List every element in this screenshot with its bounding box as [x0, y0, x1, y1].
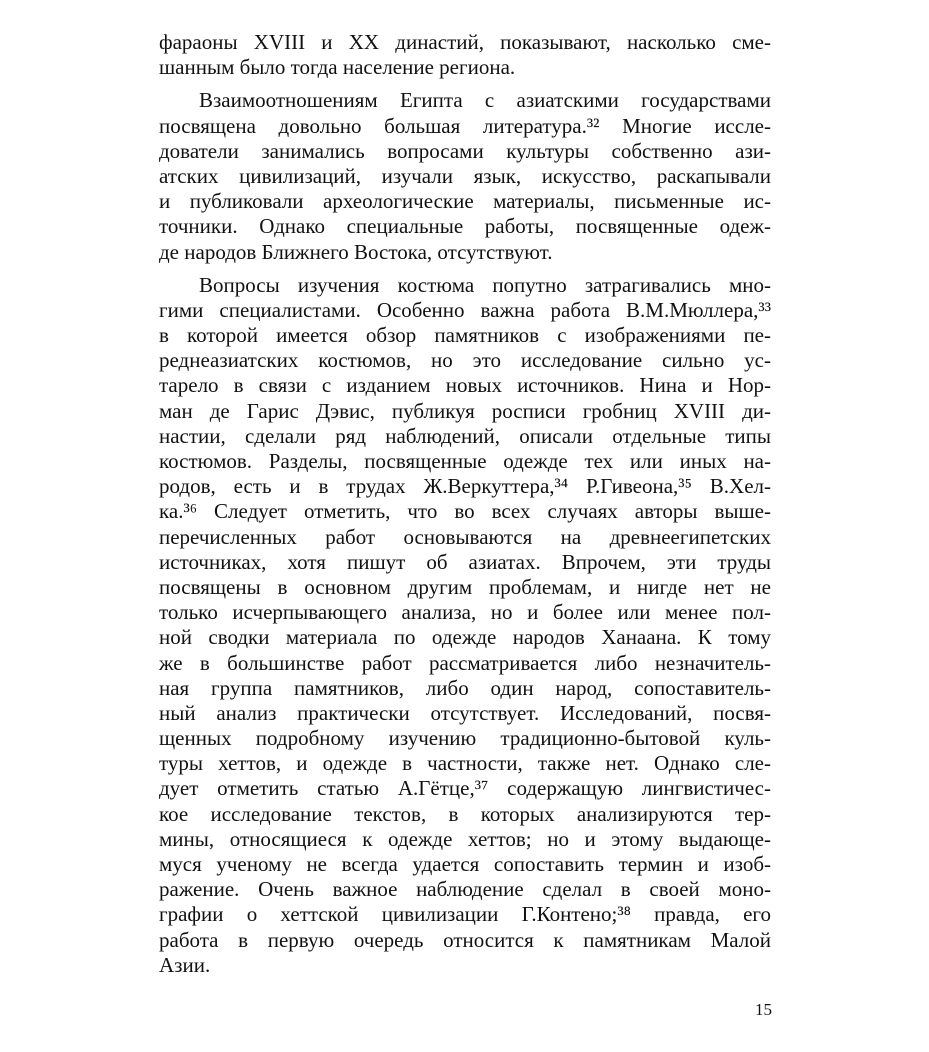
text-line: кое исследование текстов, в которых анализируются тер-	[159, 801, 771, 826]
text-line: родов, есть и в трудах Ж.Веркуттера,³⁴ Р.Гивеона,³⁵ В.Хел-	[159, 474, 771, 499]
text-line: ка.³⁶ Следует отметить, что во всех случаях авторы выше-	[159, 499, 771, 524]
page-number: 15	[755, 1000, 772, 1019]
text-line: источниках, хотя пишут об азиатах. Впрочем, эти труды	[159, 549, 771, 574]
text-line: гими специалистами. Особенно важна работа В.М.Мюллера,³³	[159, 297, 771, 322]
text-line: Азии.	[159, 952, 211, 977]
text-line: и публиковали археологические материалы, письменные ис-	[159, 189, 771, 214]
text-line: посвящена довольно большая литература.³² Многие иссле-	[159, 113, 771, 138]
paragraph-3	[159, 273, 771, 978]
text-line: ной сводки материала по одежде народов Ханаана. К тому	[159, 625, 771, 650]
text-line: ный анализ практически отсутствует. Исследований, посвя-	[159, 700, 771, 725]
text-line: точники. Однако специальные работы, посвященные одеж-	[159, 214, 771, 239]
text-line: перечисленных работ основываются на древнеегипетских	[159, 524, 771, 549]
text-line: фараоны XVIII и XX династий, показывают, насколько сме-	[159, 30, 771, 54]
text-line: реднеазиатских костюмов, но это исследование сильно ус-	[159, 348, 771, 373]
text-line: шанным было тогда население региона.	[159, 55, 516, 80]
text-line: Вопросы изучения костюма попутно затрагивались мно-	[199, 272, 771, 297]
text-line: только исчерпывающего анализа, но и более или менее пол-	[159, 600, 771, 625]
text-line: посвящены в основном другим проблемам, и нигде нет не	[159, 574, 771, 599]
text-line: тарело в связи с изданием новых источников. Нина и Нор-	[159, 373, 771, 398]
paragraph-2	[159, 88, 771, 264]
text-line: атских цивилизаций, изучали язык, искусство, раскапывали	[159, 163, 771, 188]
text-line: дует отметить статью А.Гётце,³⁷ содержащую лингвистичес-	[159, 776, 771, 801]
text-line: щенных подробному изучению традиционно-бытовой куль-	[159, 726, 771, 751]
text-line: же в большинстве работ рассматривается либо незначитель-	[159, 650, 771, 675]
text-line: ражение. Очень важное наблюдение сделал в своей моно-	[159, 877, 771, 902]
paragraph-1	[159, 30, 771, 80]
text-line: муся ученому не всегда удается сопоставить термин и изоб-	[159, 852, 771, 876]
text-line: ная группа памятников, либо один народ, сопоставитель-	[159, 675, 771, 700]
text-line: костюмов. Разделы, посвященные одежде тех или иных на-	[159, 449, 771, 473]
text-line: Взаимоотношениям Египта с азиатскими государствами	[199, 88, 771, 113]
text-line: ман де Гарис Дэвис, публикуя росписи гробниц XVIII ди-	[159, 398, 771, 423]
text-line: дователи занимались вопросами культуры собственно ази-	[159, 138, 771, 163]
text-line: де народов Ближнего Востока, отсутствуют.	[159, 239, 553, 264]
text-line: в которой имеется обзор памятников с изображениями пе-	[159, 323, 771, 348]
page-body	[159, 30, 771, 978]
text-line: работа в первую очередь относится к памятникам Малой	[159, 927, 771, 952]
text-line: туры хеттов, и одежде в частности, также нет. Однако сле-	[159, 751, 771, 776]
text-line: графии о хеттской цивилизации Г.Контено;³⁸ правда, его	[159, 902, 771, 927]
text-line: настии, сделали ряд наблюдений, описали отдельные типы	[159, 423, 771, 448]
text-line: мины, относящиеся к одежде хеттов; но и этому выдающе-	[159, 826, 771, 851]
